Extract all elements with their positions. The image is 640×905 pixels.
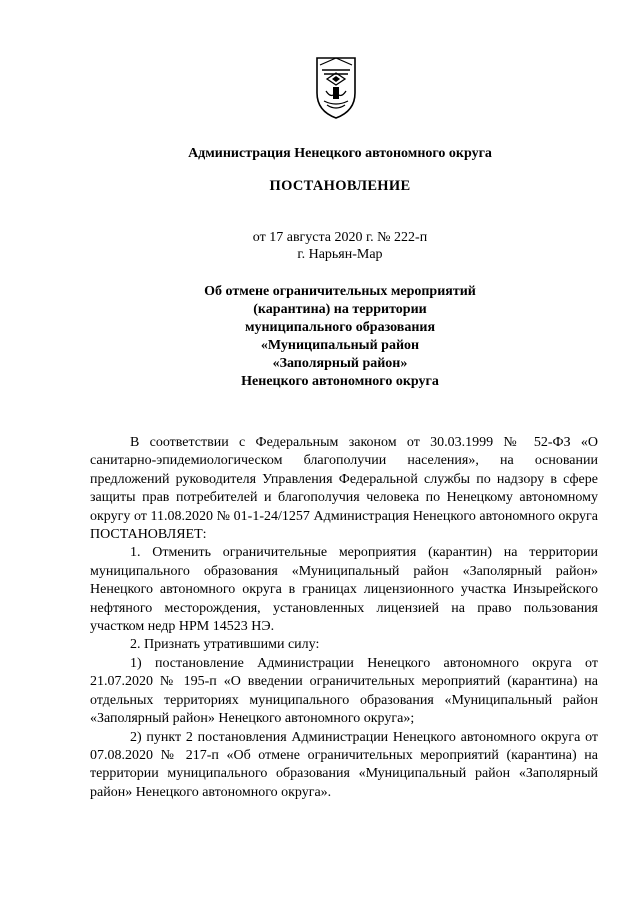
body-paragraph: 2. Признать утратившими силу: [130,637,320,653]
title-line: «Муниципальный район [260,338,420,353]
organization-name: Администрация Ненецкого автономного округа [188,146,492,161]
document-title [90,283,590,391]
body-paragraph: В соответствии с Федеральным законом от 30.03.1999 № 52-ФЗ «О санитарно-эпидемиологическом благополучии населения», на основании предложений руководителя Управления Федеральной службы по надзору в сфере защиты прав потребителей и благополучия человека по Ненецкому автономному округу от 11.08.2020 № 01-1-24/1257 Администрация Ненецкого автономного округа ПОСТАНОВЛЯЕТ: [90,435,598,543]
body-paragraph: 1. Отменить ограничительные мероприятия (карантин) на территории муниципального образования «Муниципальный район «Заполярный район» Ненецкого автономного округа в границах лицензионного участка Инзырейского нефтяного месторождения, установленных лицензией на право пользования участком недр НРМ 14523 НЭ. [90,545,598,635]
document-body [90,434,598,802]
title-line: (карантина) на территории [253,302,427,317]
title-line: муниципального образования [244,320,436,335]
document-type: ПОСТАНОВЛЕНИЕ [269,178,411,194]
document-city: г. Нарьян-Мар [297,247,383,262]
document-date-number: от 17 августа 2020 г. № 222-п [252,230,428,245]
title-line: Ненецкого автономного округа [241,374,439,389]
body-paragraph: 2) пункт 2 постановления Администрации Ненецкого автономного округа от 07.08.2020 № 217-п «Об отмене ограничительных мероприятий (карантина) на территории муниципального образования «Муниципальный район «Заполярный район» Ненецкого автономного округа». [90,729,598,800]
title-line: «Заполярный район» [272,356,408,371]
coat-of-arms-icon [314,55,358,121]
title-line: Об отмене ограничительных мероприятий [204,284,476,299]
body-paragraph: 1) постановление Администрации Ненецкого автономного округа от 21.07.2020 № 195-п «О введении ограничительных мероприятий (карантина) на отдельных территориях муниципального образования «Муниципальный район «Заполярный район» Ненецкого автономного округа»; [90,655,598,727]
